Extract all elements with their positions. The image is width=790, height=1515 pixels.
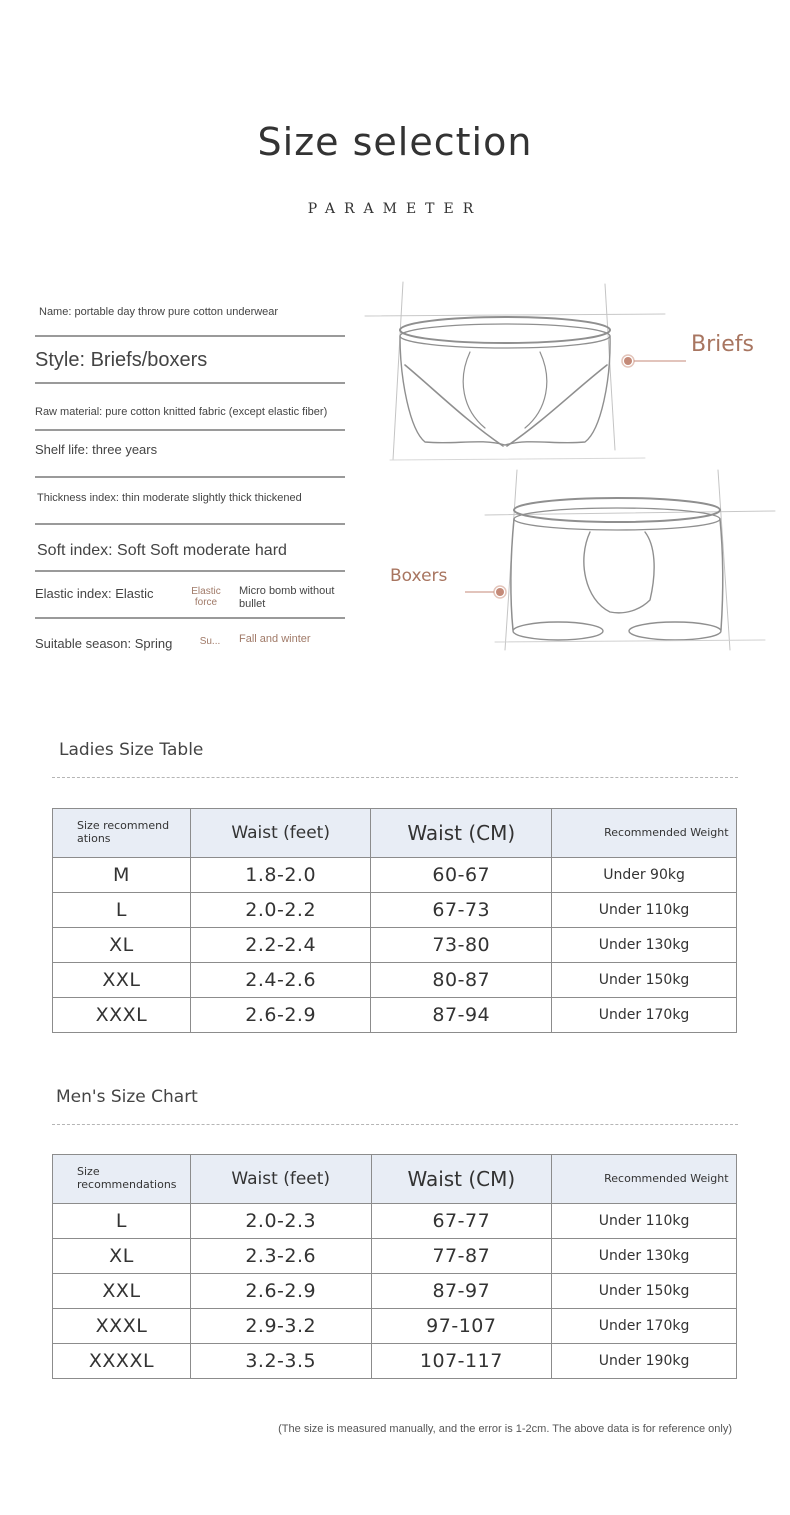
param-material-row bbox=[35, 384, 345, 431]
size-cell: XXXL bbox=[53, 1309, 191, 1344]
waist-feet-cell: 2.4-2.6 bbox=[190, 963, 371, 998]
waist-cm-cell: 67-77 bbox=[371, 1204, 552, 1239]
ladies-table-title: Ladies Size Table bbox=[59, 740, 204, 760]
size-cell: XXL bbox=[53, 1274, 191, 1309]
param-thickness-row bbox=[35, 478, 345, 525]
param-soft-row bbox=[35, 525, 345, 572]
briefs-label: Briefs bbox=[691, 332, 754, 357]
page-title: Size selection bbox=[257, 120, 533, 164]
param-season-row bbox=[35, 619, 345, 666]
size-cell: M bbox=[53, 858, 191, 893]
mens-divider bbox=[52, 1124, 738, 1125]
weight-cell: Under 150kg bbox=[552, 1274, 737, 1309]
mens-size-table bbox=[52, 1154, 737, 1379]
briefs-sketch bbox=[365, 282, 665, 460]
table-row bbox=[53, 998, 737, 1033]
table-row bbox=[53, 858, 737, 893]
size-cell: L bbox=[53, 1204, 191, 1239]
weight-cell: Under 150kg bbox=[552, 963, 737, 998]
param-material: Raw material: pure cotton knitted fabric (except elastic fiber) bbox=[35, 406, 328, 419]
boxers-sketch bbox=[485, 470, 775, 650]
elastic-option-force: Elastic force bbox=[191, 586, 221, 608]
weight-cell: Under 170kg bbox=[552, 1309, 737, 1344]
size-cell: XXL bbox=[53, 963, 191, 998]
size-cell: XXXXL bbox=[53, 1344, 191, 1379]
waist-feet-cell: 2.3-2.6 bbox=[190, 1239, 371, 1274]
footnote: (The size is measured manually, and the error is 1-2cm. The above data is for reference only) bbox=[278, 1423, 732, 1435]
waist-cm-cell: 97-107 bbox=[371, 1309, 552, 1344]
header-waist-cm: Waist (CM) bbox=[371, 1155, 552, 1204]
table-header-row bbox=[53, 809, 737, 858]
param-name: Name: portable day throw pure cotton underwear bbox=[39, 306, 279, 319]
waist-feet-cell: 2.2-2.4 bbox=[190, 928, 371, 963]
waist-cm-cell: 87-97 bbox=[371, 1274, 552, 1309]
header-waist-feet: Waist (feet) bbox=[190, 1155, 371, 1204]
table-row bbox=[53, 928, 737, 963]
table-row bbox=[53, 963, 737, 998]
header-size: Size recommendations bbox=[53, 1155, 191, 1204]
page-subtitle: PARAMETER bbox=[307, 201, 483, 217]
header-weight: Recommended Weight bbox=[552, 1155, 737, 1204]
param-elastic: Elastic index: Elastic bbox=[35, 586, 154, 602]
table-row bbox=[53, 1239, 737, 1274]
mens-table-title: Men's Size Chart bbox=[56, 1087, 198, 1107]
waist-feet-cell: 1.8-2.0 bbox=[190, 858, 371, 893]
waist-feet-cell: 2.0-2.3 bbox=[190, 1204, 371, 1239]
waist-feet-cell: 2.0-2.2 bbox=[190, 893, 371, 928]
table-row bbox=[53, 1204, 737, 1239]
briefs-callout bbox=[622, 355, 686, 367]
waist-cm-cell: 60-67 bbox=[371, 858, 552, 893]
table-header-row bbox=[53, 1155, 737, 1204]
param-elastic-row bbox=[35, 572, 345, 619]
elastic-option-micro: Micro bomb without bullet bbox=[239, 585, 335, 610]
weight-cell: Under 90kg bbox=[552, 858, 737, 893]
header-waist-feet: Waist (feet) bbox=[190, 809, 371, 858]
param-season: Suitable season: Spring bbox=[35, 636, 173, 652]
ladies-divider bbox=[52, 777, 738, 778]
size-cell: XL bbox=[53, 928, 191, 963]
weight-cell: Under 130kg bbox=[552, 1239, 737, 1274]
boxers-label: Boxers bbox=[390, 566, 448, 586]
param-thickness: Thickness index: thin moderate slightly thick thickened bbox=[37, 492, 302, 505]
param-shelf-life: Shelf life: three years bbox=[35, 442, 158, 458]
waist-cm-cell: 107-117 bbox=[371, 1344, 552, 1379]
waist-feet-cell: 2.9-3.2 bbox=[190, 1309, 371, 1344]
parameter-list bbox=[35, 290, 345, 666]
header-size: Size recommend ations bbox=[53, 809, 191, 858]
param-shelf-row bbox=[35, 431, 345, 478]
table-row bbox=[53, 1309, 737, 1344]
weight-cell: Under 110kg bbox=[552, 1204, 737, 1239]
weight-cell: Under 110kg bbox=[552, 893, 737, 928]
season-option-summer: Su... bbox=[199, 636, 221, 647]
waist-cm-cell: 80-87 bbox=[371, 963, 552, 998]
waist-cm-cell: 67-73 bbox=[371, 893, 552, 928]
table-row bbox=[53, 893, 737, 928]
waist-feet-cell: 2.6-2.9 bbox=[190, 1274, 371, 1309]
size-cell: XXXL bbox=[53, 998, 191, 1033]
waist-cm-cell: 87-94 bbox=[371, 998, 552, 1033]
param-style: Style: Briefs/boxers bbox=[35, 349, 208, 371]
size-cell: XL bbox=[53, 1239, 191, 1274]
waist-cm-cell: 77-87 bbox=[371, 1239, 552, 1274]
weight-cell: Under 190kg bbox=[552, 1344, 737, 1379]
param-soft: Soft index: Soft Soft moderate hard bbox=[37, 541, 287, 559]
waist-feet-cell: 2.6-2.9 bbox=[190, 998, 371, 1033]
param-name-row bbox=[35, 290, 345, 337]
header-waist-cm: Waist (CM) bbox=[371, 809, 552, 858]
waist-cm-cell: 73-80 bbox=[371, 928, 552, 963]
waist-feet-cell: 3.2-3.5 bbox=[190, 1344, 371, 1379]
param-style-row bbox=[35, 337, 345, 384]
table-row bbox=[53, 1274, 737, 1309]
header-weight: Recommended Weight bbox=[552, 809, 737, 858]
weight-cell: Under 170kg bbox=[552, 998, 737, 1033]
size-cell: L bbox=[53, 893, 191, 928]
table-row bbox=[53, 1344, 737, 1379]
season-option-fall: Fall and winter bbox=[239, 633, 311, 645]
weight-cell: Under 130kg bbox=[552, 928, 737, 963]
boxers-callout bbox=[465, 586, 506, 598]
ladies-size-table bbox=[52, 808, 737, 1033]
